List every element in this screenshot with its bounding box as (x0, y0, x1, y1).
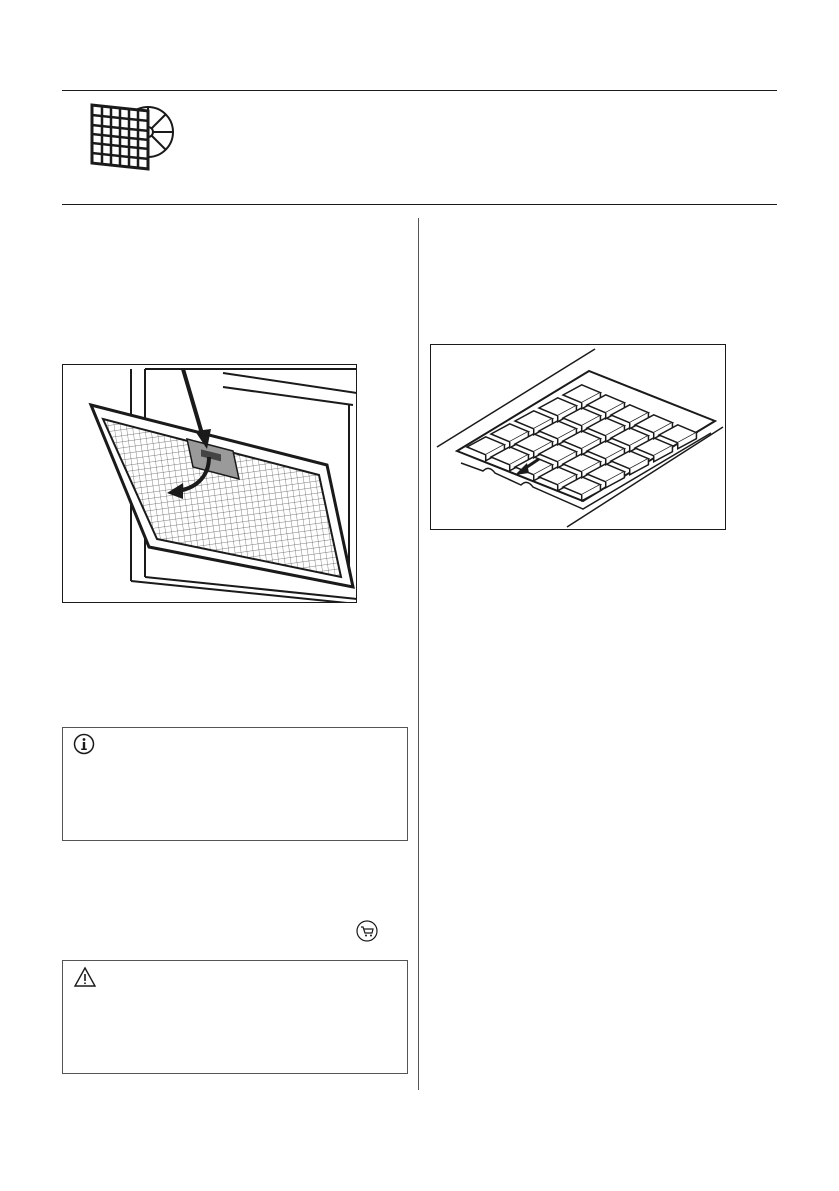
info-note-box (62, 727, 408, 841)
header-rule-top (62, 90, 777, 91)
warning-note-box (62, 960, 408, 1074)
carbon-filter-figure (430, 344, 726, 530)
grease-filter-figure (62, 364, 357, 603)
info-icon (73, 733, 95, 755)
header-rule-bottom (62, 204, 777, 205)
carbon-filter-illustration (431, 345, 726, 530)
warning-icon (73, 966, 97, 988)
filter-maintenance-icon (82, 98, 178, 178)
shopping-cart-icon (356, 920, 378, 942)
grease-filter-illustration (63, 365, 357, 603)
column-divider (418, 218, 419, 1090)
